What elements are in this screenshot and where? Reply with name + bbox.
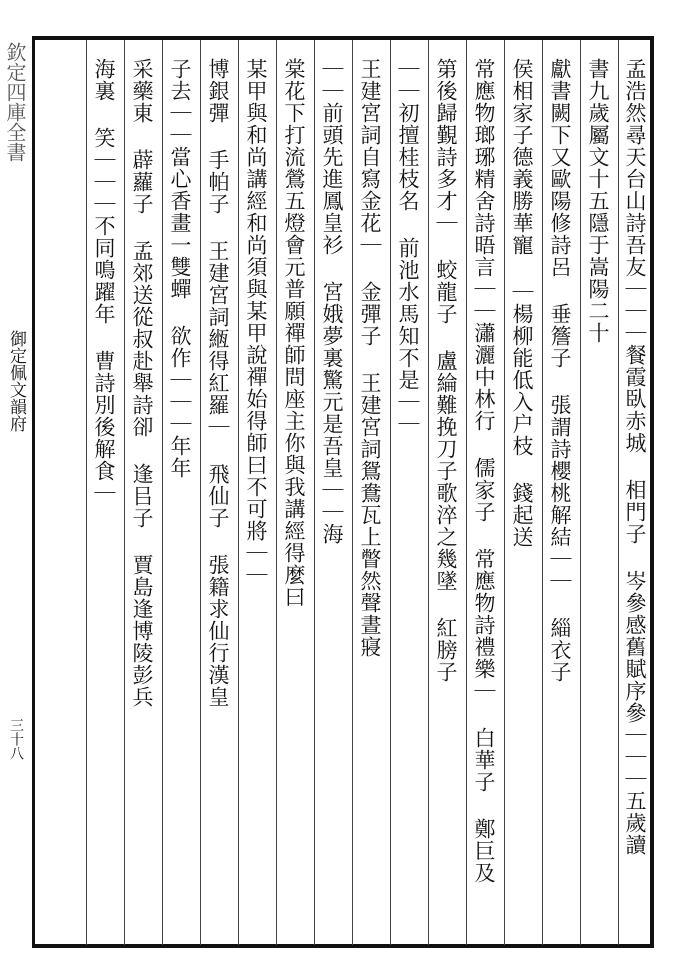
text-column-3: 獻書闕下又歐陽修詩呂 垂簷子 張謂詩櫻桃解結｜｜ 緇衣子 bbox=[548, 58, 572, 683]
text-column-9: ｜｜前頭先進鳳皇衫 宮娥夢裏驚元是吾皇｜｜海 bbox=[320, 58, 344, 545]
margin-header: 欽定四庫全書 bbox=[3, 42, 27, 162]
text-column-8: 王建宮詞自寫金花｜ 金彈子 王建宮詞鴛鴦瓦上瞥然聲晝寢 bbox=[358, 58, 382, 658]
text-column-13: 子去｜｜當心香畫一雙蟬 欲作｜｜｜年年 bbox=[168, 58, 192, 479]
text-column-12: 博銀彈 手帕子 王建宮詞緪得紅羅｜ 飛仙子 張籍求仙行漢皇 bbox=[206, 58, 230, 708]
top-border bbox=[34, 36, 654, 40]
left-border bbox=[32, 36, 35, 948]
text-column-15: 海裏 笑｜｜｜不同鳴躍年 曹詩別後解食｜ bbox=[92, 58, 116, 504]
text-column-11: 某甲與和尚講經和尚須與某甲說禪始得師曰不可將｜｜ bbox=[244, 58, 268, 586]
page-number: 三十八 bbox=[8, 718, 24, 760]
text-column-7: ｜｜初擅桂枝名 前池水馬知不是｜｜ bbox=[396, 58, 420, 435]
right-border bbox=[650, 36, 654, 948]
bottom-border bbox=[34, 944, 654, 948]
text-column-10: 棠花下打流鶯五燈會元普願禪師問座主你與我講經得麼曰 bbox=[282, 58, 306, 608]
text-column-5: 常應物瑯琊精舍詩晤言｜｜瀟灑中林行 儒家子 常應物詩禮樂｜ 白華子 鄭巨及 bbox=[472, 58, 496, 884]
text-column-14: 采藥東 薜蘿子 孟郊送從叔赴舉詩卻 逢㠯子 賈島逢博陵彭兵 bbox=[130, 58, 154, 708]
text-column-1: 孟浩然尋天台山詩吾友｜｜｜餐霞臥赤城 相門子 岑參感舊賦序參｜｜｜五歲讀 bbox=[623, 58, 647, 856]
text-column-4: 侯相家子德義勝華寵 ｜楊柳能低入户枝 錢起送 bbox=[510, 58, 534, 548]
margin-book-title: 御定佩文韻府 bbox=[6, 330, 26, 432]
text-column-6: 第後歸覲詩多才｜ 蛟龍子 盧綸難挽刀子歌淬之幾墜 紅膀子 bbox=[434, 58, 458, 683]
text-column-2: 書九歲屬文十五隱于嵩陽二十 bbox=[586, 58, 610, 344]
